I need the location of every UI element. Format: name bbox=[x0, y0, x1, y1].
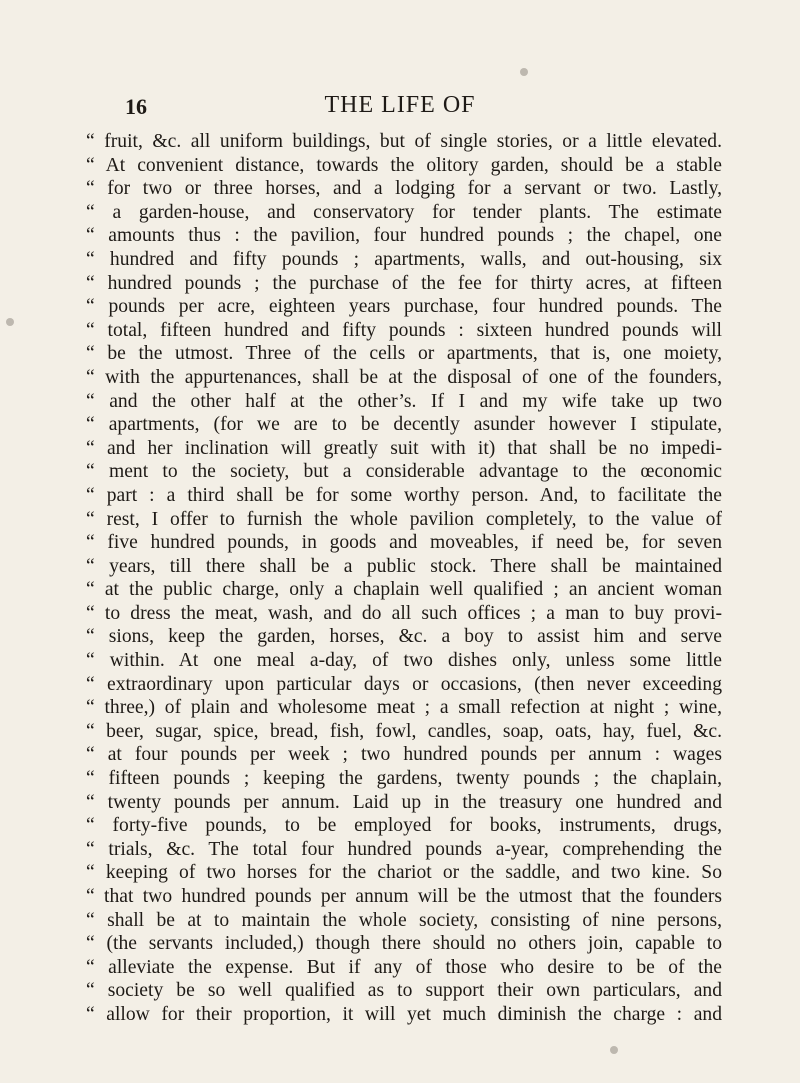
text-line: “ fruit, &c. all uniform buildings, but of single stories, or a little elevated. bbox=[86, 131, 722, 152]
text-line: “ shall be at to maintain the whole society, consisting of nine persons, bbox=[86, 909, 722, 931]
text-line: “ and the other half at the other’s. If I and my wife take up two bbox=[86, 390, 722, 412]
text-line: “ be the utmost. Three of the cells or apartments, that is, one moiety, bbox=[86, 343, 722, 365]
page-number: 16 bbox=[125, 94, 147, 119]
paper-spot bbox=[610, 1046, 618, 1054]
text-line: “ at four pounds per week ; two hundred pounds per annum : wages bbox=[86, 744, 722, 766]
text-line: “ (the servants included,) though there should no others join, capable to bbox=[86, 933, 722, 955]
text-line: “ pounds per acre, eighteen years purchase, four hundred pounds. The bbox=[86, 296, 722, 318]
text-line: “ that two hundred pounds per annum will be the utmost that the founders bbox=[86, 886, 722, 907]
text-line: “ a garden-house, and conservatory for tender plants. The estimate bbox=[86, 201, 722, 223]
text-line: “ to dress the meat, wash, and do all such offices ; a man to buy provi- bbox=[86, 602, 722, 624]
text-line: “ twenty pounds per annum. Laid up in the treasury one hundred and bbox=[86, 791, 722, 813]
text-line: “ ment to the society, but a considerable advantage to the œconomic bbox=[86, 461, 722, 483]
text-line: “ within. At one meal a-day, of two dishes only, unless some little bbox=[86, 650, 722, 672]
text-line: “ and her inclination will greatly suit with it) that shall be no impedi- bbox=[86, 437, 722, 459]
text-line: “ allow for their proportion, it will yet much diminish the charge : and bbox=[86, 1003, 722, 1025]
text-line: “ amounts thus : the pavilion, four hundred pounds ; the chapel, one bbox=[86, 225, 722, 247]
text-line: “ with the appurtenances, shall be at the disposal of one of the founders, bbox=[86, 366, 722, 388]
text-line: “ at the public charge, only a chaplain well qualified ; an ancient woman bbox=[86, 579, 722, 601]
text-line: “ hundred and fifty pounds ; apartments, walls, and out-housing, six bbox=[86, 248, 722, 270]
text-line: “ extraordinary upon particular days or occasions, (then never exceeding bbox=[86, 673, 722, 695]
text-line: “ trials, &c. The total four hundred pounds a-year, comprehending the bbox=[86, 838, 722, 860]
body-text bbox=[86, 130, 722, 1027]
page-header bbox=[0, 90, 800, 120]
text-line: “ part : a third shall be for some worthy person. And, to facilitate the bbox=[86, 484, 722, 506]
text-line: “ society be so well qualified as to support their own particulars, and bbox=[86, 980, 722, 1002]
text-line: “ keeping of two horses for the chariot or the saddle, and two kine. So bbox=[86, 862, 722, 884]
text-line: “ rest, I offer to furnish the whole pavilion completely, to the value of bbox=[86, 508, 722, 530]
running-head: THE LIFE OF bbox=[324, 92, 476, 118]
text-line: “ apartments, (for we are to be decently asunder however I stipulate, bbox=[86, 414, 722, 436]
text-line: “ total, fifteen hundred and fifty pounds : sixteen hundred pounds will bbox=[86, 319, 722, 341]
text-line: “ forty-five pounds, to be employed for books, instruments, drugs, bbox=[86, 815, 722, 837]
paper-spot bbox=[520, 68, 528, 76]
text-line: “ hundred pounds ; the purchase of the fee for thirty acres, at fifteen bbox=[86, 272, 722, 294]
text-line: “ five hundred pounds, in goods and moveables, if need be, for seven bbox=[86, 532, 722, 554]
text-line: “ At convenient distance, towards the olitory garden, should be a stable bbox=[86, 154, 722, 176]
text-line: “ alleviate the expense. But if any of those who desire to be of the bbox=[86, 956, 722, 978]
text-line: “ three,) of plain and wholesome meat ; a small refection at night ; wine, bbox=[86, 697, 722, 719]
text-line: “ for two or three horses, and a lodging for a servant or two. Lastly, bbox=[86, 178, 722, 200]
paper-spot bbox=[6, 318, 14, 326]
text-line: “ years, till there shall be a public stock. There shall be maintained bbox=[86, 555, 722, 577]
text-line: “ beer, sugar, spice, bread, fish, fowl, candles, soap, oats, hay, fuel, &c. bbox=[86, 720, 722, 742]
text-line: “ sions, keep the garden, horses, &c. a boy to assist him and serve bbox=[86, 626, 722, 648]
text-line: “ fifteen pounds ; keeping the gardens, twenty pounds ; the chaplain, bbox=[86, 768, 722, 790]
